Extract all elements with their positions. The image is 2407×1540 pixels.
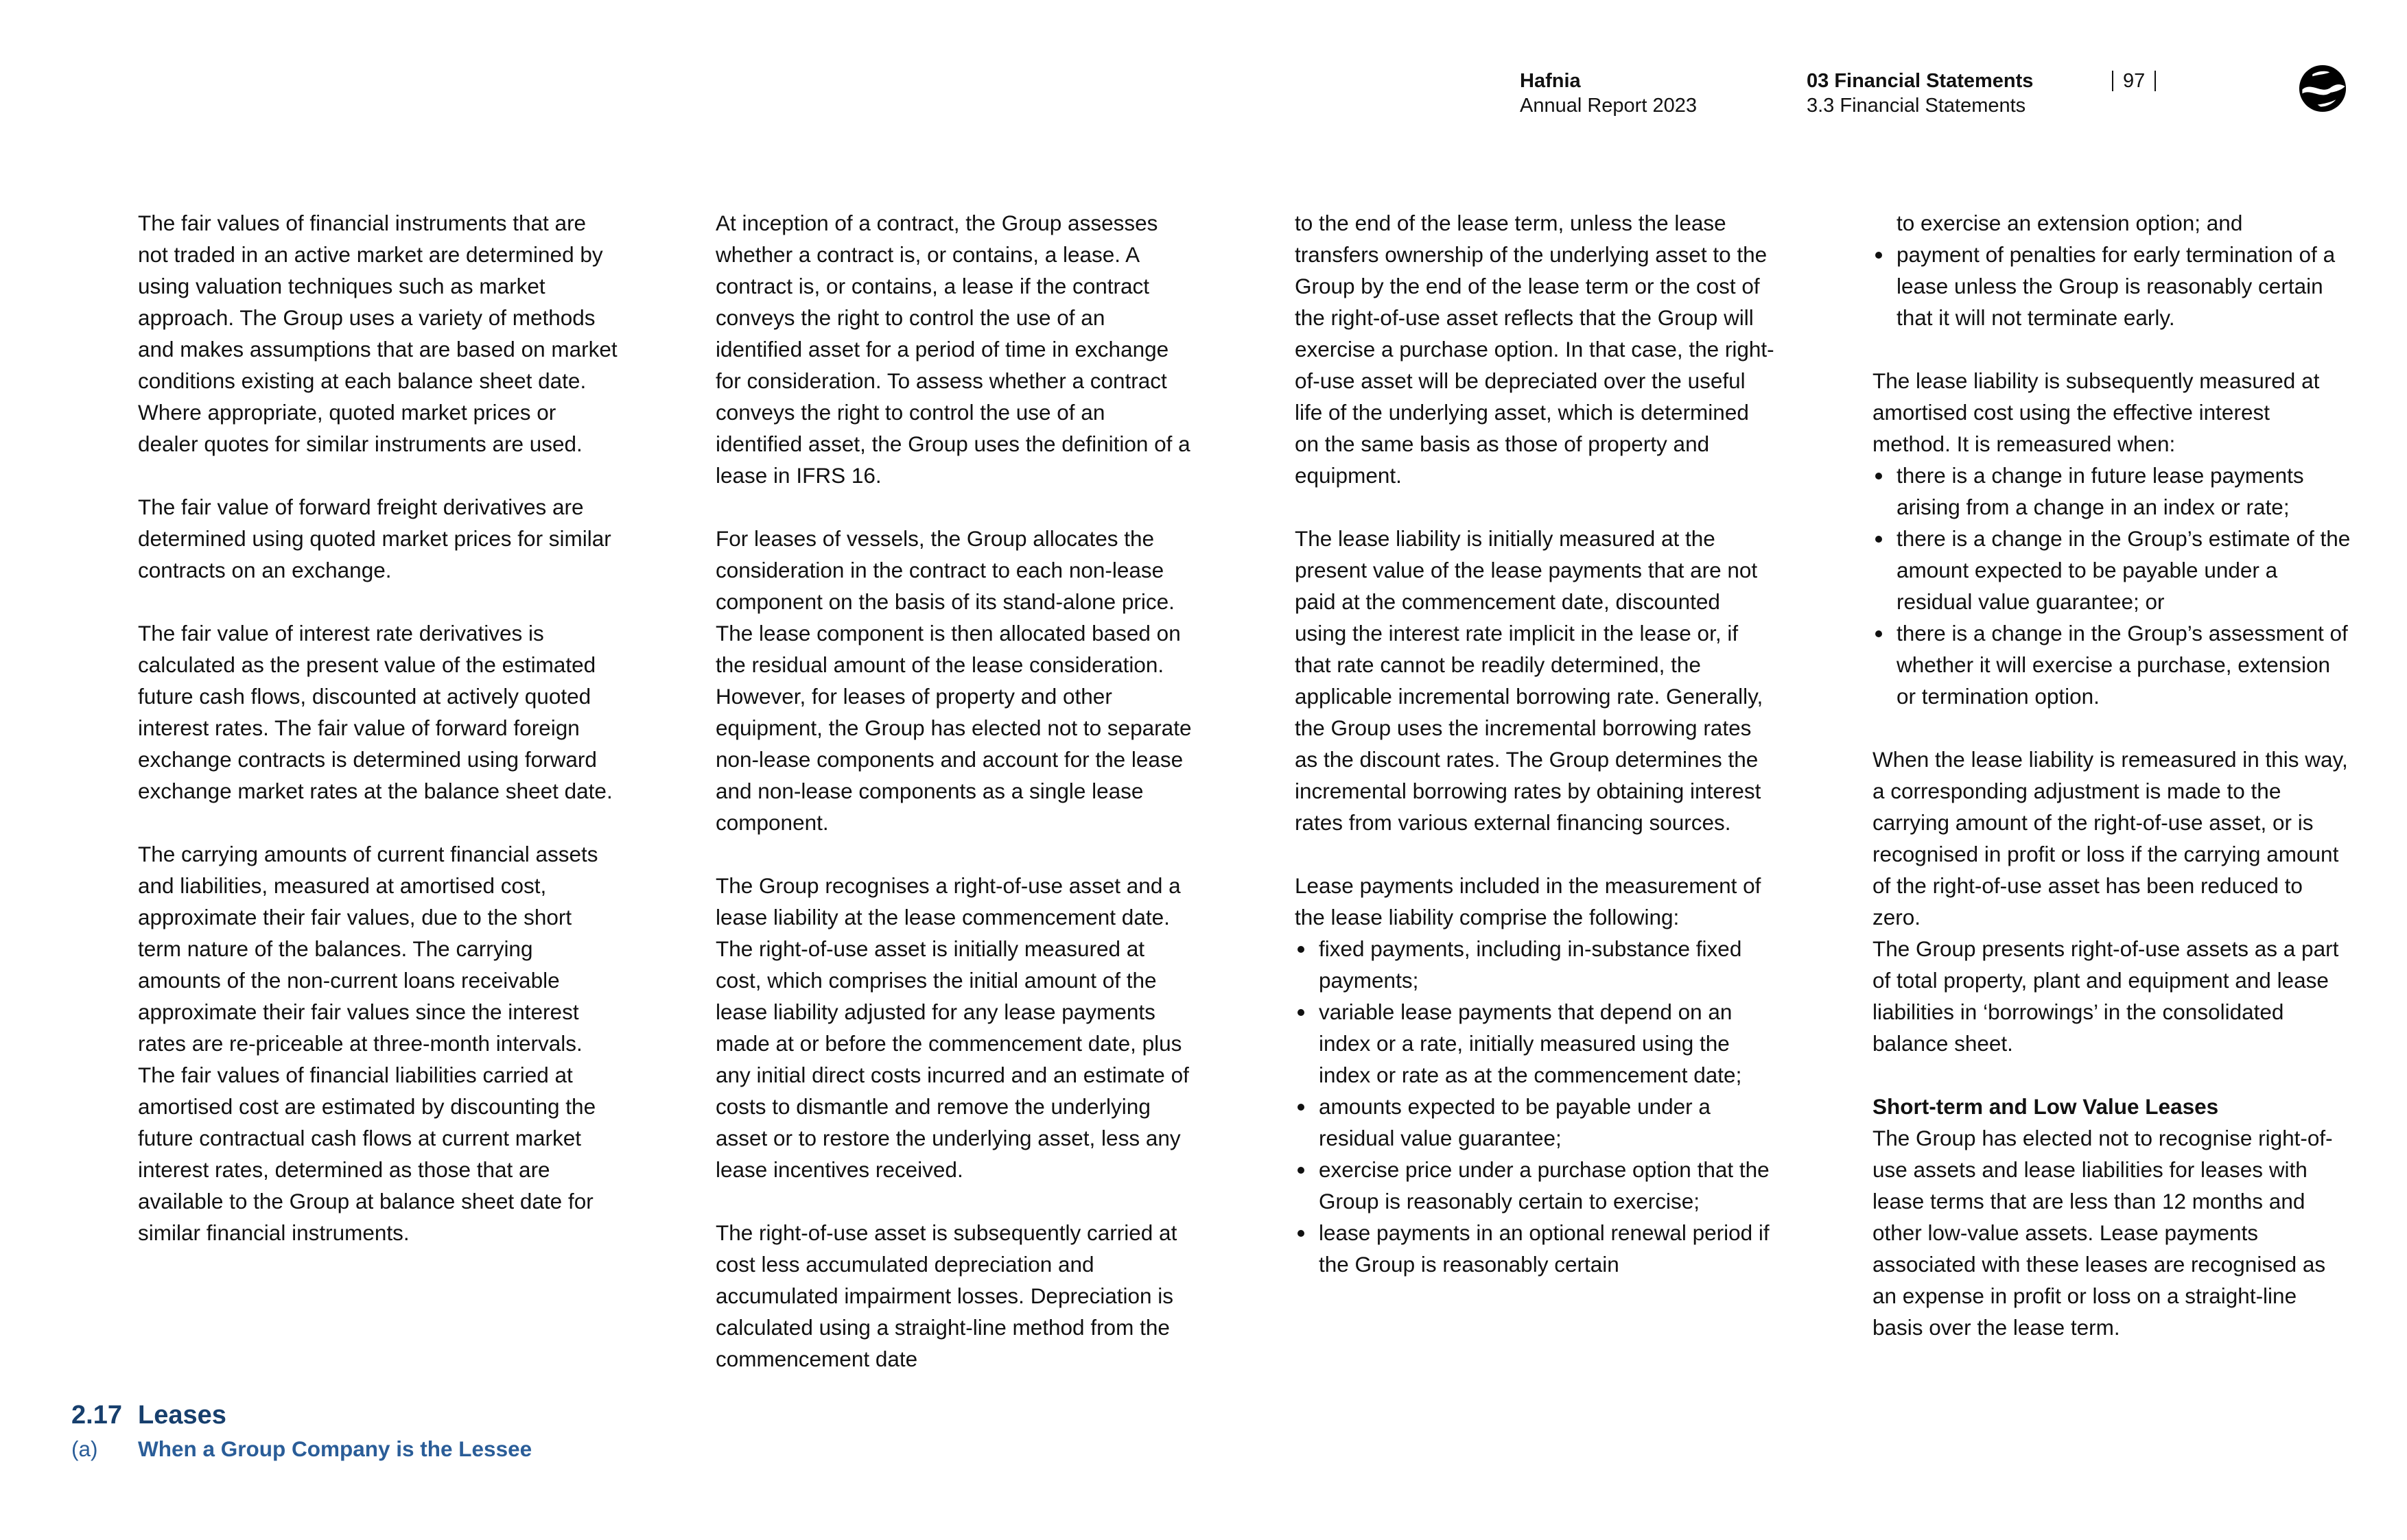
page-number-block [2112,69,2156,93]
paragraph: The fair value of forward freight derivatives are determined using quoted market prices for similar contracts on an exchange. [138,495,611,582]
text-column-3 [1295,207,1775,1280]
report-name: Annual Report 2023 [1520,95,1697,117]
paragraph: At inception of a contract, the Group assesses whether a contract is, or contains, a lease. A contract is, or contains, a lease if the contract conveys the right to control the use of an identified asset for a period of time in exchange for consideration. To assess whether a contract conveys the right to control the use of an identified asset, the Group uses the definition of a lease in IFRS 16. [716,211,1190,488]
list-item: variable lease payments that depend on an index or a rate, initially measured using the index or rate as at the commencement date; [1295,996,1775,1091]
section-name: 03 Financial Statements [1807,70,2034,92]
paragraph: The Group has elected not to recognise right-of-use assets and lease liabilities for leases with lease terms that are less than 12 months and other low-value assets. Lease payments associated with these leases are recognised as an expense in profit or loss on a straight-line basis over the lease term. [1872,1126,2333,1340]
paragraph: The Group recognises a right-of-use asset and a lease liability at the lease commencement date. The right-of-use asset is initially measured at cost, which comprises the initial amount of the lease liability adjusted for any lease payments made at or before the commencement date, plus any initial direct costs incurred and an estimate of costs to dismantle and remove the underlying asset or to restore the underlying asset, less any lease incentives received. [716,873,1189,1182]
subheading: Short-term and Low Value Leases [1872,1094,2219,1119]
section-number: 2.17 [71,1401,122,1430]
hafnia-logo-icon [2297,63,2348,114]
list-item: fixed payments, including in-substance fixed payments; [1295,933,1775,996]
paragraph: The Group presents right-of-use assets as a part of total property, plant and equipment and lease liabilities in ‘borrowings’ in the consolidated balance sheet. [1872,936,2339,1056]
page-number: 97 [2123,70,2146,92]
paragraph: to the end of the lease term, unless the lease transfers ownership of the underlying asset to the Group by the end of the lease term or the cost of the right-of-use asset reflects that the Group will exercise a purchase option. In that case, the right-of-use asset will be depreciated over the useful life of the underlying asset, which is determined on the same basis as those of property and equipment. [1295,211,1774,488]
page-header [0,69,2407,137]
paragraph: The lease liability is initially measured at the present value of the lease payments that are not paid at the commencement date, discounted using the interest rate implicit in the lease or, if that rate cannot be readily determined, the applicable incremental borrowing rate. Generally, the Group uses the incremental borrowing rates as the discount rates. The Group determines the incremental borrowing rates by obtaining interest rates from various external financing sources. [1295,526,1763,835]
list-item: payment of penalties for early termination of a lease unless the Group is reasonably certain that it will not terminate early. [1872,239,2353,333]
paragraph: Lease payments included in the measurement of the lease liability comprise the following: [1295,873,1761,929]
text-column-2 [716,207,1196,1375]
list-item: amounts expected to be payable under a residual value guarantee; [1295,1091,1775,1154]
paragraph: The right-of-use asset is subsequently carried at cost less accumulated depreciation and accumulated impairment losses. Depreciation is calculated using a straight-line method from the commencement date [716,1220,1177,1371]
list-item: there is a change in the Group’s assessment of whether it will exercise a purchase, extension or termination option. [1872,617,2353,712]
paragraph: The carrying amounts of current financial assets and liabilities, measured at amortised cost, approximate their fair values, due to the short term nature of the balances. The carrying amounts of the non-current loans receivable approximate their fair values since the interest rates are re-priceable at three-month intervals. The fair values of financial liabilities carried at amortised cost are estimated by discounting the future contractual cash flows at current market interest rates, determined as those that are available to the Group at balance sheet date for similar financial instruments. [138,842,598,1245]
list-item-continuation: to exercise an extension option; and [1897,211,2243,235]
paragraph: When the lease liability is remeasured in this way, a corresponding adjustment is made to the carrying amount of the right-of-use asset, or is recognised in profit or loss if the carrying amount of the right-of-use asset has been reduced to zero. [1872,747,2348,929]
company-block [1520,69,1697,118]
list-item: exercise price under a purchase option that the Group is reasonably certain to exercise; [1295,1154,1775,1217]
divider [2154,71,2156,91]
sub-heading-title: When a Group Company is the Lessee [138,1436,532,1461]
bullet-list [1872,460,2353,712]
paragraph: For leases of vessels, the Group allocates the consideration in the contract to each non-lease component on the basis of its stand-alone price. The lease component is then allocated based on the residual amount of the lease consideration. However, for leases of property and other equipment, the Group has elected not to separate non-lease components and account for the lease and non-lease components as a single lease component. [716,526,1192,835]
text-column-4 [1872,207,2353,1343]
bullet-list [1872,207,2353,333]
text-column-1 [138,207,618,1248]
section-heading [71,1399,226,1431]
list-item: lease payments in an optional renewal period if the Group is reasonably certain [1295,1217,1775,1280]
paragraph: The fair values of financial instruments that are not traded in an active market are determined by using valuation techniques such as market approach. The Group uses a variety of methods and makes assumptions that are based on market conditions existing at each balance sheet date. Where appropriate, quoted market prices or dealer quotes for similar instruments are used. [138,211,618,456]
bullet-list [1295,933,1775,1280]
section-title: Leases [138,1401,226,1430]
list-item: there is a change in the Group’s estimate of the amount expected to be payable under a residual value guarantee; or [1872,523,2353,617]
sub-heading [71,1434,532,1464]
subsection-name: 3.3 Financial Statements [1807,95,2026,117]
list-item: there is a change in future lease payments arising from a change in an index or rate; [1872,460,2353,523]
divider [2112,71,2113,91]
company-name: Hafnia [1520,70,1581,92]
paragraph: The lease liability is subsequently measured at amortised cost using the effective interest method. It is remeasured when: [1872,368,2320,456]
paragraph: The fair value of interest rate derivatives is calculated as the present value of the estimated future cash flows, discounted at actively quoted interest rates. The fair value of forward foreign exchange contracts is determined using forward exchange market rates at the balance sheet date. [138,621,613,803]
sub-heading-number: (a) [71,1436,98,1461]
section-block [1807,69,2033,118]
